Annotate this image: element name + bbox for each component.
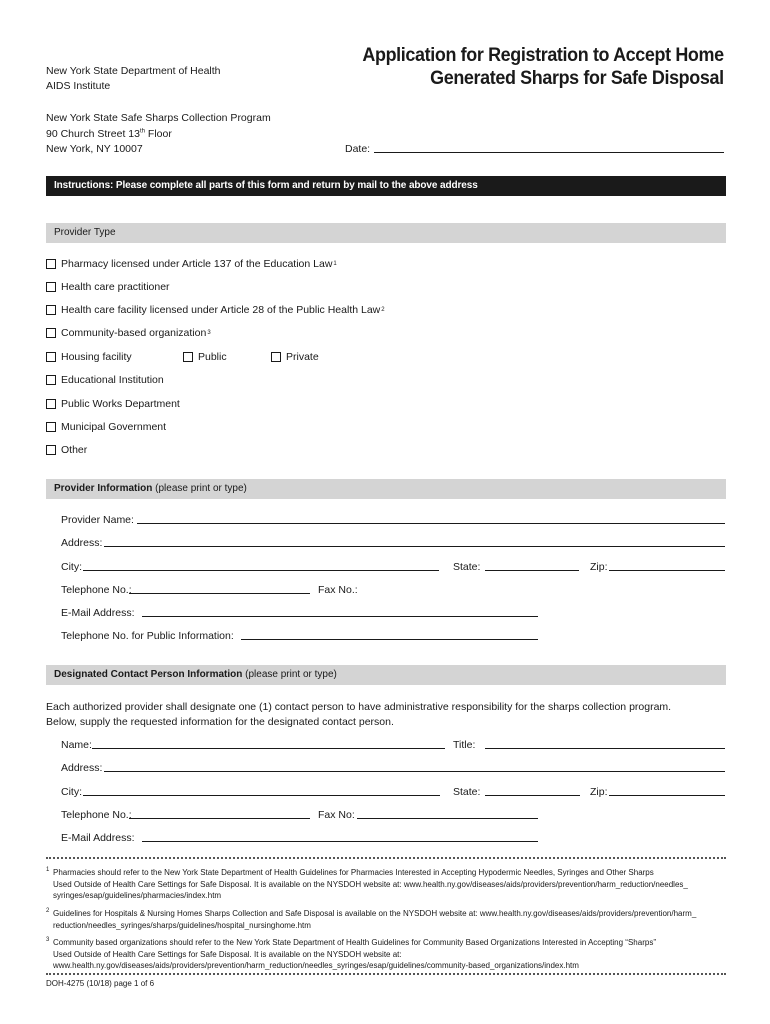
form-title-line1: Application for Registration to Accept Home: [362, 44, 724, 66]
checkbox[interactable]: [46, 375, 56, 385]
address-city: New York, NY 10007: [46, 143, 143, 155]
email-field[interactable]: [142, 616, 538, 617]
checkbox[interactable]: [183, 352, 193, 362]
telephone-label: Telephone No.:: [61, 584, 132, 596]
contact-telephone-label: Telephone No.:: [61, 809, 132, 821]
option-educational-institution[interactable]: Educational Institution: [46, 372, 164, 388]
instructions-bar: Instructions: Please complete all parts of this form and return by mail to the above address: [46, 176, 726, 196]
option-community-based-org[interactable]: Community-based organization 3: [46, 325, 211, 341]
contact-telephone-field[interactable]: [129, 818, 310, 819]
contact-title-field[interactable]: [485, 748, 725, 749]
contact-email-field[interactable]: [142, 841, 538, 842]
option-health-care-facility[interactable]: Health care facility licensed under Article 28 of the Public Health Law 2: [46, 302, 385, 318]
option-health-care-practitioner[interactable]: Health care practitioner: [46, 279, 170, 295]
checkbox[interactable]: [46, 422, 56, 432]
fax-label: Fax No.:: [318, 584, 358, 596]
option-municipal-government[interactable]: Municipal Government: [46, 419, 166, 435]
contact-fax-label: Fax No:: [318, 809, 355, 821]
contact-state-field[interactable]: [485, 795, 580, 796]
contact-zip-label: Zip:: [590, 786, 608, 798]
city-label: City:: [61, 561, 82, 573]
public-phone-label: Telephone No. for Public Information:: [61, 630, 234, 642]
checkbox[interactable]: [46, 352, 56, 362]
city-field[interactable]: [83, 570, 439, 571]
contact-city-label: City:: [61, 786, 82, 798]
contact-info-heading: Designated Contact Person Information (please print or type): [46, 665, 726, 685]
footnote-divider: [46, 857, 726, 860]
checkbox[interactable]: [46, 305, 56, 315]
mailing-address: [46, 111, 271, 158]
provider-type-heading: Provider Type: [46, 223, 726, 243]
contact-title-label: Title:: [453, 739, 476, 751]
footnote-3: 3 Community based organizations should refer to the New York State Department of Health Guidelines for Community Based Organizations Interested in Accepting “Sharps” Used Outside of Health Care Settings for Safe Disposal. It is available on the NYSDOH website at: www.health.ny.gov/diseases/aids/providers/prevention/harm_reduction/needles_syringes/esap/guidelines/community-based_organizations/index.htm: [46, 937, 656, 970]
state-field[interactable]: [485, 570, 579, 571]
contact-email-label: E-Mail Address:: [61, 832, 135, 844]
contact-name-label: Name:: [61, 739, 92, 751]
contact-name-field[interactable]: [92, 748, 445, 749]
contact-zip-field[interactable]: [609, 795, 725, 796]
checkbox[interactable]: [271, 352, 281, 362]
public-phone-field[interactable]: [241, 639, 538, 640]
contact-state-label: State:: [453, 786, 481, 798]
checkbox[interactable]: [46, 259, 56, 269]
footnote-2: 2 Guidelines for Hospitals & Nursing Homes Sharps Collection and Safe Disposal is available on the NYSDOH website at: www.health.ny.gov/diseases/aids/providers/prevention/harm_ reduction/needles_syringes/sharps/guidelines/hospital_nursinghome.htm: [46, 908, 697, 930]
option-pharmacy[interactable]: Pharmacy licensed under Article 137 of the Education Law 1: [46, 256, 337, 272]
date-field[interactable]: [374, 152, 724, 153]
option-housing-facility[interactable]: Housing facility: [46, 349, 132, 365]
footnote-1: 1 Pharmacies should refer to the New York State Department of Health Guidelines for Pharmacies Interested in Accepting Hypodermic Needles, Syringes and Other Sharps Used Outside of Health Care Settings for Safe Disposal. It is available on the NYSDOH website at: www.health.ny.gov/diseases/aids/providers/prevention/harm_reduction/needles_ syringes/esap/guidelines/pharmacies/index.htm: [46, 867, 688, 900]
email-label: E-Mail Address:: [61, 607, 135, 619]
checkbox[interactable]: [46, 328, 56, 338]
form-title: [363, 44, 724, 90]
address-street: 90 Church Street 13th Floor: [46, 127, 172, 140]
footer-divider: [46, 973, 726, 976]
contact-address-field[interactable]: [104, 771, 725, 772]
contact-fax-field[interactable]: [357, 818, 538, 819]
address-field[interactable]: [104, 546, 725, 547]
checkbox[interactable]: [46, 445, 56, 455]
document-number: DOH-4275 (10/18) page 1 of 6: [46, 979, 155, 988]
department-name: New York State Department of Health: [46, 65, 221, 77]
contact-intro: Each authorized provider shall designate one (1) contact person to have administrative responsibility for the sharps collection program. Below, supply the requested information for the designated contact person.: [46, 701, 672, 728]
institute-name: AIDS Institute: [46, 80, 111, 92]
provider-name-label: Provider Name:: [61, 514, 134, 526]
address-label: Address:: [61, 537, 103, 549]
provider-info-heading: Provider Information (please print or type): [46, 479, 726, 499]
contact-address-label: Address:: [61, 762, 103, 774]
option-other[interactable]: Other: [46, 442, 87, 458]
form-title-line2: Generated Sharps for Safe Disposal: [430, 67, 724, 89]
zip-label: Zip:: [590, 561, 608, 573]
state-label: State:: [453, 561, 481, 573]
provider-name-field[interactable]: [137, 523, 725, 524]
address-program: New York State Safe Sharps Collection Program: [46, 112, 271, 124]
telephone-field[interactable]: [129, 593, 310, 594]
checkbox[interactable]: [46, 399, 56, 409]
option-housing-private[interactable]: Private: [271, 349, 319, 365]
checkbox[interactable]: [46, 282, 56, 292]
contact-city-field[interactable]: [83, 795, 440, 796]
option-housing-public[interactable]: Public: [183, 349, 227, 365]
department-block: [46, 64, 221, 94]
date-label: Date:: [345, 143, 371, 155]
option-public-works[interactable]: Public Works Department: [46, 396, 180, 412]
zip-field[interactable]: [609, 570, 725, 571]
